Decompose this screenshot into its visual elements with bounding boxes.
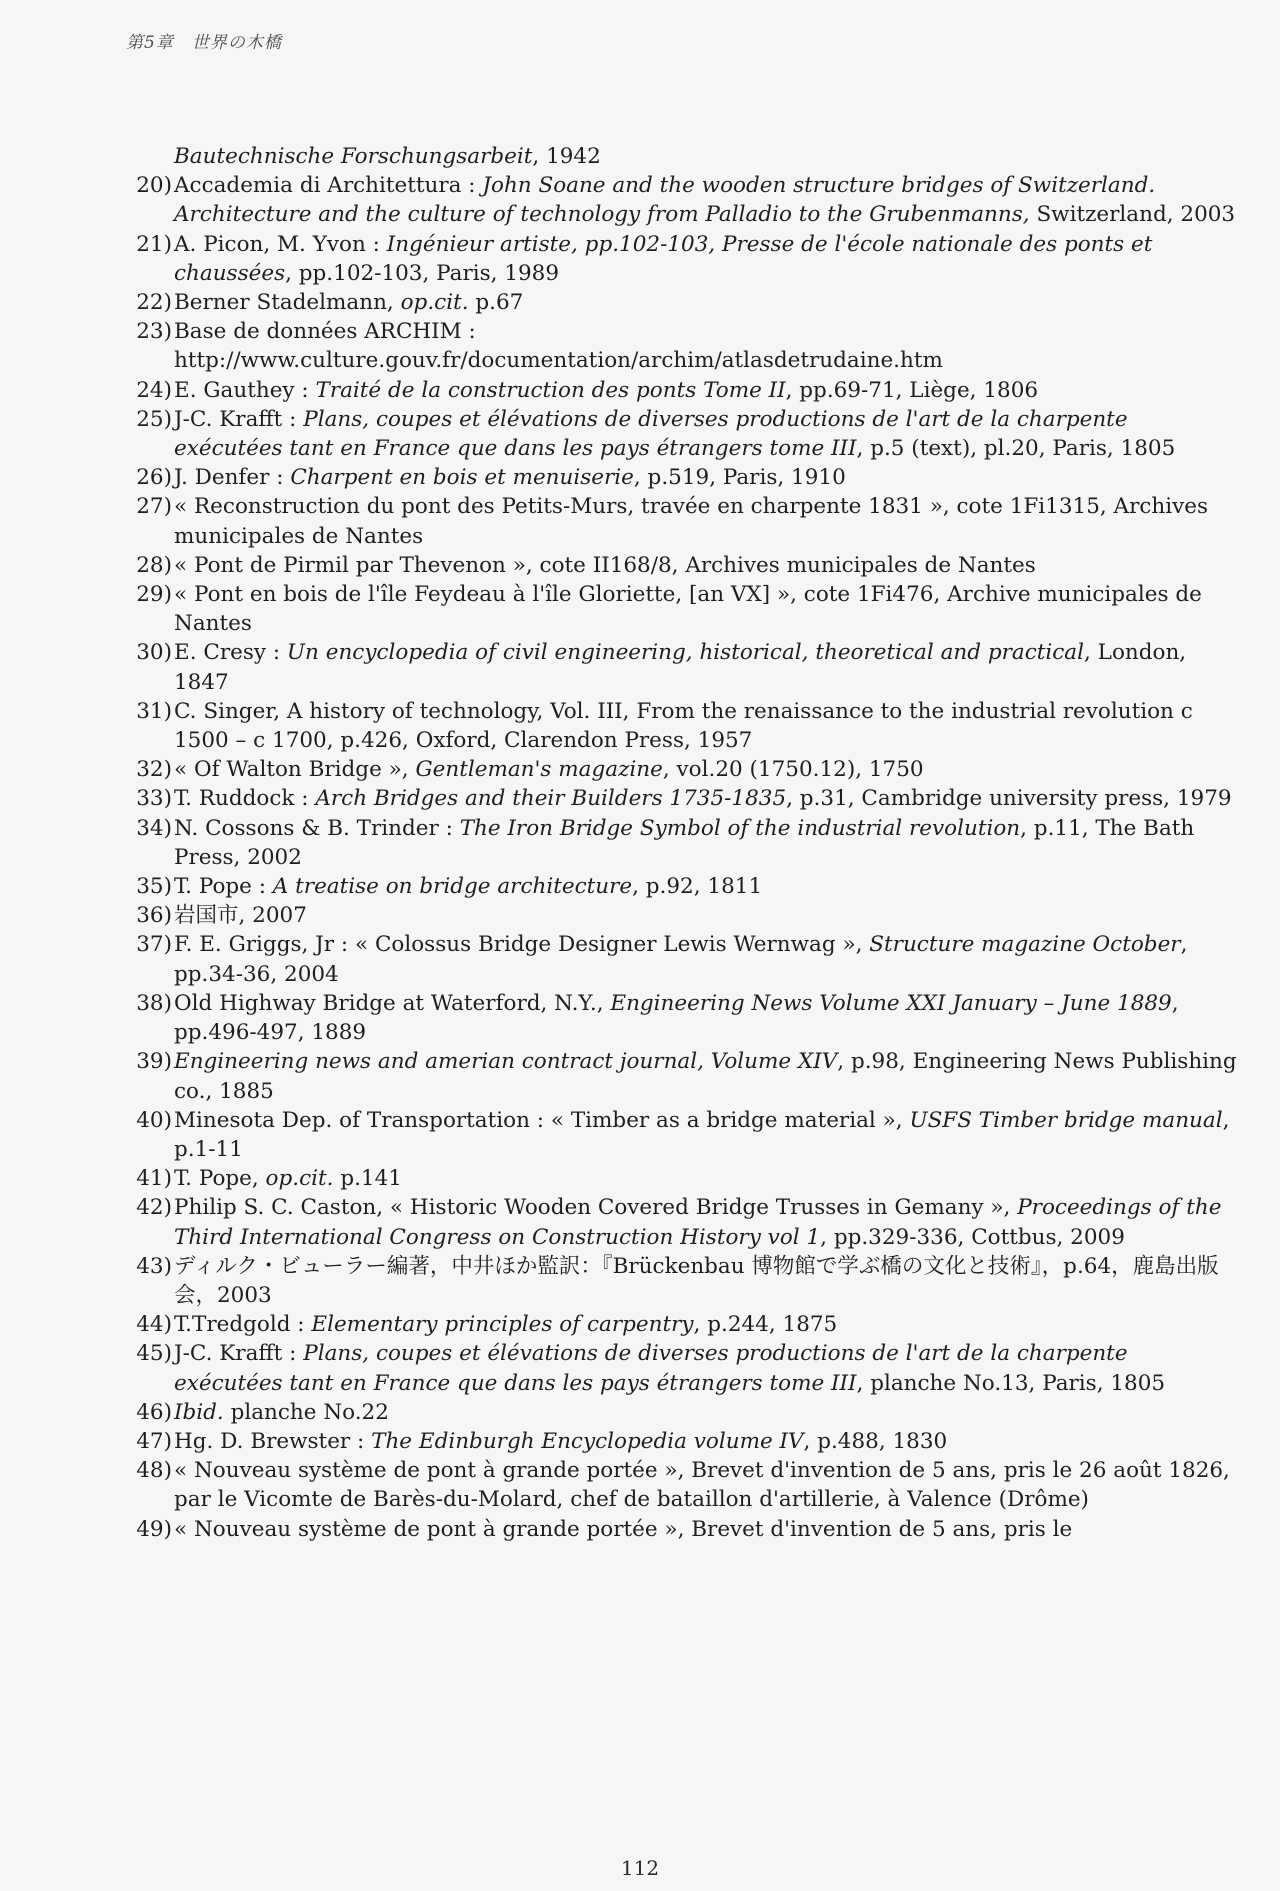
reference-number: 26) (136, 465, 172, 491)
reference-title-italic: Engineering News Volume XXI January – June 1889 (610, 990, 1172, 1016)
reference-title-italic: Ingénieur artiste, pp.102-103, Presse de l'école nationale des ponts et chaussées (174, 231, 1153, 286)
reference-text-segment: p.141 (333, 1166, 402, 1192)
reference-number: 23) (136, 319, 172, 345)
reference-item (120, 142, 1240, 171)
reference-text-segment: , pp.102-103, Paris, 1989 (285, 260, 560, 286)
reference-title-italic: Plans, coupes et élévations de diverses productions de l'art de la charpente exécutées tant en France que dans les pays étrangers tome III (174, 406, 1128, 462)
reference-text (174, 1166, 402, 1191)
reference-text-segment: ディルク・ビューラー編著，中井ほか監訳：『Brückenbau 博物館で学ぶ橋の文化と技術』，p.64，鹿島出版会，2003 (174, 1253, 1219, 1308)
reference-text-segment: , pp.496-497, 1889 (174, 990, 1179, 1046)
reference-title-italic: Bautechnische Forschungsarbeit (174, 144, 533, 169)
reference-item (120, 638, 1240, 696)
reference-text-segment: T.Tredgold : (174, 1312, 312, 1338)
reference-text-segment: « Reconstruction du pont des Petits-Murs, travée en charpente 1831 », cote 1Fi1315, Archives municipales de Nantes (174, 494, 1209, 549)
reference-item (120, 1310, 1240, 1339)
reference-text-segment: , p.244, 1875 (693, 1312, 838, 1338)
reference-text (174, 816, 1194, 870)
reference-text (174, 699, 1193, 753)
reference-number: 34) (136, 815, 172, 841)
reference-text-segment: , vol.20 (1750.12), 1750 (662, 757, 924, 783)
reference-item (120, 1427, 1240, 1456)
reference-title-italic: The Iron Bridge Symbol of the industrial revolution (459, 815, 1021, 841)
reference-text (174, 1341, 1165, 1395)
reference-item (120, 230, 1240, 288)
reference-text-segment: J. Denfer : (174, 465, 291, 491)
reference-text-segment: , p.488, 1830 (803, 1428, 948, 1454)
reference-number: 32) (136, 757, 172, 783)
reference-text-segment: , London, 1847 (174, 640, 1187, 695)
reference-text (174, 407, 1175, 461)
reference-title-italic: Charpent en bois et menuiserie (290, 465, 634, 491)
reference-item (120, 1515, 1240, 1544)
reference-text-segment: , p.31, Cambridge university press, 1979 (786, 786, 1232, 812)
reference-number: 29) (136, 582, 172, 608)
reference-text (174, 1108, 1229, 1162)
reference-title-italic: Structure magazine October (869, 932, 1181, 958)
reference-title-italic: Proceedings of the Third International Congress on Construction History vol 1 (174, 1195, 1222, 1250)
reference-number: 33) (136, 786, 172, 812)
reference-title-italic: Plans, coupes et élévations de diverses productions de l'art de la charpente exécutées tant en France que dans les pays étrangers tome III (174, 1341, 1128, 1396)
reference-text (174, 582, 1202, 636)
reference-item (120, 784, 1240, 813)
reference-text (174, 290, 523, 315)
reference-text-segment: « Of Walton Bridge », (174, 757, 416, 783)
reference-title-italic: Elementary principles of carpentry (311, 1312, 694, 1338)
reference-item (120, 1193, 1240, 1251)
reference-number: 44) (136, 1312, 172, 1338)
reference-text (174, 1400, 389, 1425)
reference-text-segment: p.67 (468, 290, 524, 316)
reference-item (120, 930, 1240, 988)
reference-item (120, 288, 1240, 317)
reference-text-segment: T. Pope, (174, 1166, 266, 1192)
reference-number: 27) (136, 494, 172, 520)
reference-item (120, 1106, 1240, 1164)
reference-text-segment: , 1942 (532, 144, 601, 169)
reference-text-segment: Minesota Dep. of Transportation : « Timber as a bridge material », (174, 1107, 910, 1133)
reference-item (120, 463, 1240, 492)
reference-text (174, 553, 1036, 578)
reference-number: 39) (136, 1049, 172, 1075)
reference-text-segment: « Nouveau système de pont à grande portée », Brevet d'invention de 5 ans, pris le (174, 1516, 1073, 1542)
reference-text (174, 465, 846, 490)
reference-number: 42) (136, 1195, 172, 1221)
reference-text-segment: planche No.22 (223, 1399, 389, 1425)
reference-text (174, 378, 1038, 403)
reference-text-segment: E. Gauthey : (174, 377, 316, 403)
reference-number: 28) (136, 552, 172, 578)
reference-item (120, 580, 1240, 638)
reference-number: 21) (136, 231, 172, 257)
reference-item (120, 755, 1240, 784)
reference-number: 22) (136, 290, 172, 316)
reference-title-italic: USFS Timber bridge manual (909, 1107, 1223, 1133)
reference-title-italic: op.cit. (265, 1166, 334, 1192)
reference-text (174, 1195, 1221, 1249)
reference-text-segment: , p.98, Engineering News Publishing co., 1885 (174, 1049, 1237, 1104)
reference-item (120, 492, 1240, 550)
reference-text-segment: Accademia di Architettura : (174, 173, 483, 199)
reference-text-segment: Base de données ARCHIM : http://www.culture.gouv.fr/documentation/archim/atlasdetrudaine.htm (174, 319, 943, 374)
reference-item (120, 1398, 1240, 1427)
reference-number: 46) (136, 1399, 172, 1425)
reference-list (120, 142, 1240, 1544)
page-number: 112 (620, 1856, 660, 1880)
reference-text-segment: , p.5 (text), pl.20, Paris, 1805 (856, 436, 1176, 462)
reference-text (174, 786, 1232, 811)
reference-text-segment: C. Singer, A history of technology, Vol. III, From the renaissance to the industrial revolution c 1500 – c 1700, p.426, Oxford, Clarendon Press, 1957 (174, 698, 1193, 754)
reference-item (120, 551, 1240, 580)
reference-title-italic: op.cit. (400, 290, 469, 316)
reference-text (174, 932, 1187, 986)
reference-title-italic: Un encyclopedia of civil engineering, historical, theoretical and practical (286, 640, 1084, 666)
reference-title-italic: John Soane and the wooden structure bridges of Switzerland. Architecture and the culture of technology from Palladio to the Grubenmanns, (174, 173, 1156, 228)
reference-text (174, 874, 762, 899)
reference-number: 31) (136, 698, 172, 724)
reference-text-segment: Berner Stadelmann, (174, 290, 401, 316)
reference-text-segment: T. Pope : (174, 874, 273, 900)
reference-text-segment: « Nouveau système de pont à grande portée », Brevet d'invention de 5 ans, pris le 26 août 1826, par le Vicomte de Barès-du-Molard, chef de bataillon d'artillerie, à Valence (Drôme) (174, 1458, 1230, 1513)
reference-text-segment: E. Cresy : (174, 640, 287, 666)
reference-text-segment: , planche No.13, Paris, 1805 (856, 1370, 1166, 1396)
reference-text-segment: 岩国市, 2007 (174, 903, 307, 929)
reference-text-segment: T. Ruddock : (174, 786, 316, 812)
reference-text (174, 173, 1235, 227)
reference-text-segment: Hg. D. Brewster : (174, 1428, 372, 1454)
reference-title-italic: The Edinburgh Encyclopedia volume IV (371, 1428, 804, 1454)
reference-number: 25) (136, 406, 172, 432)
reference-text (174, 1254, 1219, 1308)
reference-text (174, 640, 1186, 694)
reference-text (174, 232, 1152, 286)
reference-item (120, 1164, 1240, 1193)
reference-text (174, 494, 1208, 548)
reference-text-segment: « Pont en bois de l'île Feydeau à l'île Gloriette, [an VX] », cote 1Fi476, Archive municipales de Nantes (174, 582, 1202, 637)
reference-text-segment: « Pont de Pirmil par Thevenon », cote II168/8, Archives municipales de Nantes (174, 552, 1036, 578)
reference-title-italic: Gentleman's magazine (415, 757, 663, 783)
reference-item (120, 317, 1240, 375)
reference-number: 35) (136, 874, 172, 900)
reference-item (120, 1252, 1240, 1310)
reference-number: 24) (136, 377, 172, 403)
reference-number: 40) (136, 1107, 172, 1133)
reference-text-segment: , p.11, The Bath Press, 2002 (174, 815, 1195, 870)
reference-number: 20) (136, 173, 172, 199)
reference-number: 47) (136, 1428, 172, 1454)
reference-number: 48) (136, 1458, 172, 1484)
reference-text-segment: Switzerland, 2003 (1029, 202, 1236, 228)
reference-number: 37) (136, 932, 172, 958)
reference-text (174, 757, 924, 782)
running-head: 第5章 世界の木橋 (126, 33, 282, 53)
reference-item (120, 1339, 1240, 1397)
reference-number: 41) (136, 1166, 172, 1192)
reference-number: 38) (136, 990, 172, 1016)
reference-text (174, 903, 307, 928)
reference-title-italic: Traité de la construction des ponts Tome II (315, 377, 786, 403)
reference-number: 49) (136, 1516, 172, 1542)
reference-text (174, 1312, 837, 1337)
reference-text-segment: A. Picon, M. Yvon : (174, 231, 387, 257)
reference-text (174, 1458, 1230, 1512)
reference-title-italic: Ibid. (174, 1399, 224, 1425)
reference-title-italic: A treatise on bridge architecture (272, 874, 633, 900)
reference-number: 30) (136, 640, 172, 666)
reference-text-segment: Philip S. C. Caston, « Historic Wooden Covered Bridge Trusses in Gemany », (174, 1195, 1018, 1221)
reference-text-segment: N. Cossons & B. Trinder : (174, 815, 460, 841)
reference-item (120, 1047, 1240, 1105)
reference-item (120, 376, 1240, 405)
reference-item (120, 901, 1240, 930)
reference-text (174, 1517, 1072, 1542)
reference-item (120, 1456, 1240, 1514)
reference-text-segment: J-C. Krafft : (174, 1341, 304, 1367)
reference-text (174, 319, 943, 373)
reference-text (174, 1049, 1237, 1103)
reference-text-segment: F. E. Griggs, Jr : « Colossus Bridge Designer Lewis Wernwag », (174, 932, 870, 958)
reference-text-segment: , p.519, Paris, 1910 (633, 465, 846, 491)
reference-number: 45) (136, 1341, 172, 1367)
reference-item (120, 171, 1240, 229)
reference-text-segment: , pp.34-36, 2004 (174, 932, 1188, 987)
reference-text-segment: , pp.329-336, Cottbus, 2009 (820, 1224, 1125, 1250)
reference-text (174, 1429, 947, 1454)
reference-item (120, 872, 1240, 901)
reference-text-segment: Old Highway Bridge at Waterford, N.Y., (174, 990, 611, 1016)
reference-item (120, 405, 1240, 463)
reference-text-segment: , p.92, 1811 (632, 874, 763, 900)
reference-text-segment: , p.1-11 (174, 1107, 1230, 1162)
reference-item (120, 814, 1240, 872)
reference-text-segment: J-C. Krafft : (174, 406, 304, 432)
reference-title-italic: Arch Bridges and their Builders 1735-1835 (315, 786, 787, 812)
reference-text (174, 991, 1179, 1045)
reference-number: 43) (136, 1253, 172, 1279)
reference-item (120, 697, 1240, 755)
reference-text (174, 144, 601, 169)
reference-item (120, 989, 1240, 1047)
reference-text-segment: , pp.69-71, Liège, 1806 (785, 377, 1039, 403)
reference-number: 36) (136, 903, 172, 929)
reference-title-italic: Engineering news and amerian contract journal, Volume XIV (174, 1049, 838, 1075)
